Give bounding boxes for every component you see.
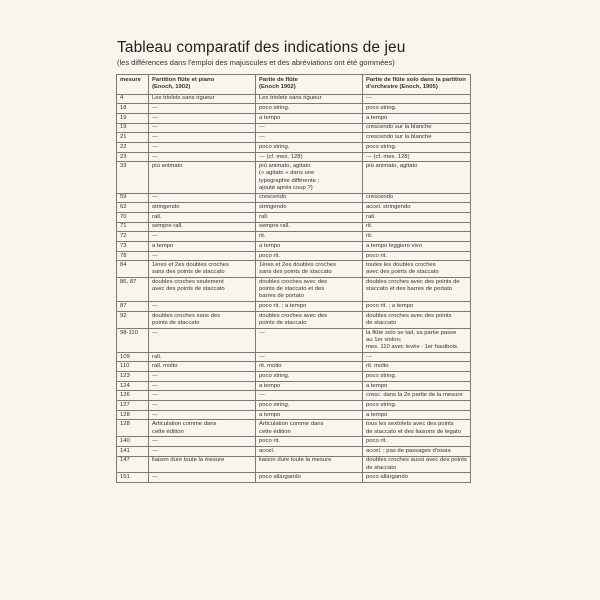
flute-piano-cell: Les triolets sans rigueur <box>149 94 256 104</box>
orchestra-part-cell: toutes les doubles croches avec des points de staccato <box>363 261 471 278</box>
orchestra-part-cell: --- <box>363 352 471 362</box>
flute-part-cell: --- <box>256 123 363 133</box>
flute-piano-cell: Articulation comme dans cette édition <box>149 420 256 437</box>
table-row <box>117 302 471 312</box>
document-title: Tableau comparatif des indications de jeu <box>117 39 406 56</box>
orchestra-part-cell: tous les sextolets avec des points de staccato et des liaisons de legato <box>363 420 471 437</box>
flute-piano-cell: liaison dure toute la mesure <box>149 456 256 473</box>
flute-part-cell: rit. molto <box>256 362 363 372</box>
mesure-cell: 23 <box>117 152 149 162</box>
flute-part-cell: doubles croches avec des points de staccato et des barres de portato <box>256 278 363 302</box>
comparison-table <box>116 74 471 483</box>
mesure-cell: 92 <box>117 311 149 328</box>
flute-part-cell: --- <box>256 391 363 401</box>
column-header-flute-piano: Partition flûte et piano (Enoch, 1902) <box>149 75 256 95</box>
flute-piano-cell: più animato <box>149 162 256 193</box>
flute-piano-cell: --- <box>149 193 256 203</box>
table-row <box>117 261 471 278</box>
orchestra-part-cell: accel. stringendo <box>363 203 471 213</box>
table-row <box>117 133 471 143</box>
mesure-cell: 98-110 <box>117 328 149 352</box>
flute-part-cell: accel. <box>256 446 363 456</box>
mesure-cell: 21 <box>117 133 149 143</box>
mesure-cell: 19 <box>117 113 149 123</box>
table-row <box>117 328 471 352</box>
mesure-cell: 62 <box>117 203 149 213</box>
table-row <box>117 212 471 222</box>
flute-part-cell: --- (cf. mes. 128) <box>256 152 363 162</box>
table-row <box>117 278 471 302</box>
flute-piano-cell: rall. molto <box>149 362 256 372</box>
flute-piano-cell: --- <box>149 381 256 391</box>
column-header-mesure: mesure <box>117 75 149 95</box>
orchestra-part-cell: accel. ; pas de passages d'ossia <box>363 446 471 456</box>
table-row <box>117 251 471 261</box>
flute-piano-cell: --- <box>149 232 256 242</box>
flute-piano-cell: doubles croches sans des points de staccato <box>149 311 256 328</box>
table-row <box>117 193 471 203</box>
orchestra-part-cell: crescendo <box>363 193 471 203</box>
orchestra-part-cell: poco rit. ; a tempo <box>363 302 471 312</box>
orchestra-part-cell: a tempo <box>363 381 471 391</box>
mesure-cell: 87 <box>117 302 149 312</box>
flute-part-cell: doubles croches avec des points de staccato <box>256 311 363 328</box>
orchestra-part-cell: --- <box>363 94 471 104</box>
flute-part-cell: a tempo <box>256 113 363 123</box>
table-row <box>117 401 471 411</box>
orchestra-part-cell: poco string. <box>363 142 471 152</box>
flute-piano-cell: sempre rall. <box>149 222 256 232</box>
mesure-cell: 33 <box>117 162 149 193</box>
mesure-cell: 71 <box>117 222 149 232</box>
flute-piano-cell: --- <box>149 302 256 312</box>
document-subtitle: (les différences dans l'emploi des majuscules et des abréviations ont été gommées) <box>117 58 395 67</box>
flute-piano-cell: rall. <box>149 352 256 362</box>
table-row <box>117 381 471 391</box>
flute-piano-cell: --- <box>149 113 256 123</box>
orchestra-part-cell: rit. <box>363 222 471 232</box>
table-row <box>117 152 471 162</box>
flute-part-cell: Les triolets sans rigueur <box>256 94 363 104</box>
column-header-orchestra-part: Partie de flûte solo dans la partition d'orchestre (Enoch, 1905) <box>363 75 471 95</box>
orchestra-part-cell: più animato, agitato <box>363 162 471 193</box>
flute-part-cell: stringendo <box>256 203 363 213</box>
orchestra-part-cell: la flûte solo se tait, sa partie passe au 1er violon; mes. 110 avec levée : 1er hautbois. <box>363 328 471 352</box>
table-row <box>117 162 471 193</box>
flute-piano-cell: --- <box>149 133 256 143</box>
table-row <box>117 311 471 328</box>
column-header-flute-part: Partie de flûte (Enoch 1902) <box>256 75 363 95</box>
orchestra-part-cell: poco string. <box>363 371 471 381</box>
orchestra-part-cell: rit. <box>363 232 471 242</box>
table-row <box>117 94 471 104</box>
flute-part-cell: a tempo <box>256 241 363 251</box>
flute-piano-cell: --- <box>149 123 256 133</box>
table-row <box>117 113 471 123</box>
table-row <box>117 362 471 372</box>
flute-piano-cell: --- <box>149 328 256 352</box>
mesure-cell: 128 <box>117 420 149 437</box>
flute-part-cell: Articulation comme dans cette édition <box>256 420 363 437</box>
flute-piano-cell: --- <box>149 401 256 411</box>
orchestra-part-cell: a tempo <box>363 410 471 420</box>
orchestra-part-cell: a tempo leggiero vivo <box>363 241 471 251</box>
table-row <box>117 352 471 362</box>
table-row <box>117 473 471 483</box>
flute-part-cell: poco string. <box>256 142 363 152</box>
flute-part-cell: poco string. <box>256 371 363 381</box>
flute-part-cell: poco rit. ; a tempo <box>256 302 363 312</box>
flute-piano-cell: --- <box>149 391 256 401</box>
table-row <box>117 456 471 473</box>
flute-piano-cell: --- <box>149 104 256 114</box>
orchestra-part-cell: doubles croches avec des points de staccato et des barres de portato <box>363 278 471 302</box>
flute-part-cell: poco allargando <box>256 473 363 483</box>
orchestra-part-cell: poco rit. <box>363 437 471 447</box>
mesure-cell: 128 <box>117 410 149 420</box>
flute-piano-cell: --- <box>149 152 256 162</box>
flute-piano-cell: stringendo <box>149 203 256 213</box>
mesure-cell: 70 <box>117 212 149 222</box>
table-row <box>117 222 471 232</box>
mesure-cell: 19 <box>117 123 149 133</box>
mesure-cell: 78 <box>117 251 149 261</box>
table-row <box>117 241 471 251</box>
flute-part-cell: poco rit. <box>256 251 363 261</box>
flute-part-cell: --- <box>256 133 363 143</box>
mesure-cell: 126 <box>117 391 149 401</box>
flute-part-cell: --- <box>256 328 363 352</box>
flute-part-cell: a tempo <box>256 381 363 391</box>
mesure-cell: 123 <box>117 371 149 381</box>
flute-piano-cell: --- <box>149 446 256 456</box>
flute-part-cell: rit. <box>256 232 363 242</box>
mesure-cell: 124 <box>117 381 149 391</box>
table-row <box>117 203 471 213</box>
mesure-cell: 84 <box>117 261 149 278</box>
table-row <box>117 420 471 437</box>
table-row <box>117 437 471 447</box>
mesure-cell: 18 <box>117 104 149 114</box>
table-row <box>117 446 471 456</box>
mesure-cell: 109 <box>117 352 149 362</box>
flute-part-cell: sempre rall. <box>256 222 363 232</box>
table-row <box>117 410 471 420</box>
orchestra-part-cell: poco string. <box>363 104 471 114</box>
mesure-cell: 59 <box>117 193 149 203</box>
flute-part-cell: crescendo <box>256 193 363 203</box>
flute-piano-cell: --- <box>149 437 256 447</box>
mesure-cell: 127 <box>117 401 149 411</box>
flute-piano-cell: 1ères et 2es doubles croches sans des points de staccato <box>149 261 256 278</box>
flute-part-cell: poco string. <box>256 401 363 411</box>
flute-part-cell: poco rit. <box>256 437 363 447</box>
flute-part-cell: poco string. <box>256 104 363 114</box>
table-body <box>117 94 471 483</box>
flute-piano-cell: a tempo <box>149 241 256 251</box>
orchestra-part-cell: --- (cf. mes. 128) <box>363 152 471 162</box>
table-row <box>117 123 471 133</box>
flute-part-cell: a tempo <box>256 410 363 420</box>
flute-piano-cell: rall. <box>149 212 256 222</box>
table-row <box>117 104 471 114</box>
orchestra-part-cell: rit. molto <box>363 362 471 372</box>
orchestra-part-cell: rall. <box>363 212 471 222</box>
table-row <box>117 391 471 401</box>
flute-part-cell: più animato, agitato (« agitato » dans une typographie différente ; ajouté après coup ?) <box>256 162 363 193</box>
mesure-cell: 147 <box>117 456 149 473</box>
mesure-cell: 141 <box>117 446 149 456</box>
mesure-cell: 110 <box>117 362 149 372</box>
table-row <box>117 371 471 381</box>
orchestra-part-cell: crescendo sur la blanche <box>363 123 471 133</box>
orchestra-part-cell: poco rit. <box>363 251 471 261</box>
flute-piano-cell: --- <box>149 473 256 483</box>
flute-piano-cell: --- <box>149 251 256 261</box>
mesure-cell: 4 <box>117 94 149 104</box>
mesure-cell: 140 <box>117 437 149 447</box>
orchestra-part-cell: crescendo sur la blanche <box>363 133 471 143</box>
mesure-cell: 86, 87 <box>117 278 149 302</box>
orchestra-part-cell: poco allargando <box>363 473 471 483</box>
flute-part-cell: --- <box>256 352 363 362</box>
flute-piano-cell: --- <box>149 142 256 152</box>
flute-piano-cell: doubles croches seulement avec des points de staccato <box>149 278 256 302</box>
mesure-cell: 22 <box>117 142 149 152</box>
flute-part-cell: 1ères et 2es doubles croches sans des points de staccato <box>256 261 363 278</box>
orchestra-part-cell: poco string. <box>363 401 471 411</box>
mesure-cell: 151 <box>117 473 149 483</box>
orchestra-part-cell: doubles croches aussi avec des points de staccato <box>363 456 471 473</box>
table-row <box>117 232 471 242</box>
mesure-cell: 72 <box>117 232 149 242</box>
flute-part-cell: liaison dure toute la mesure <box>256 456 363 473</box>
flute-piano-cell: --- <box>149 410 256 420</box>
orchestra-part-cell: doubles croches avec des points de staccato <box>363 311 471 328</box>
flute-part-cell: rall. <box>256 212 363 222</box>
orchestra-part-cell: cresc. dans la 2e partie de la mesure <box>363 391 471 401</box>
orchestra-part-cell: a tempo <box>363 113 471 123</box>
table-row <box>117 142 471 152</box>
flute-piano-cell: --- <box>149 371 256 381</box>
table-header-row <box>117 75 471 95</box>
mesure-cell: 73 <box>117 241 149 251</box>
